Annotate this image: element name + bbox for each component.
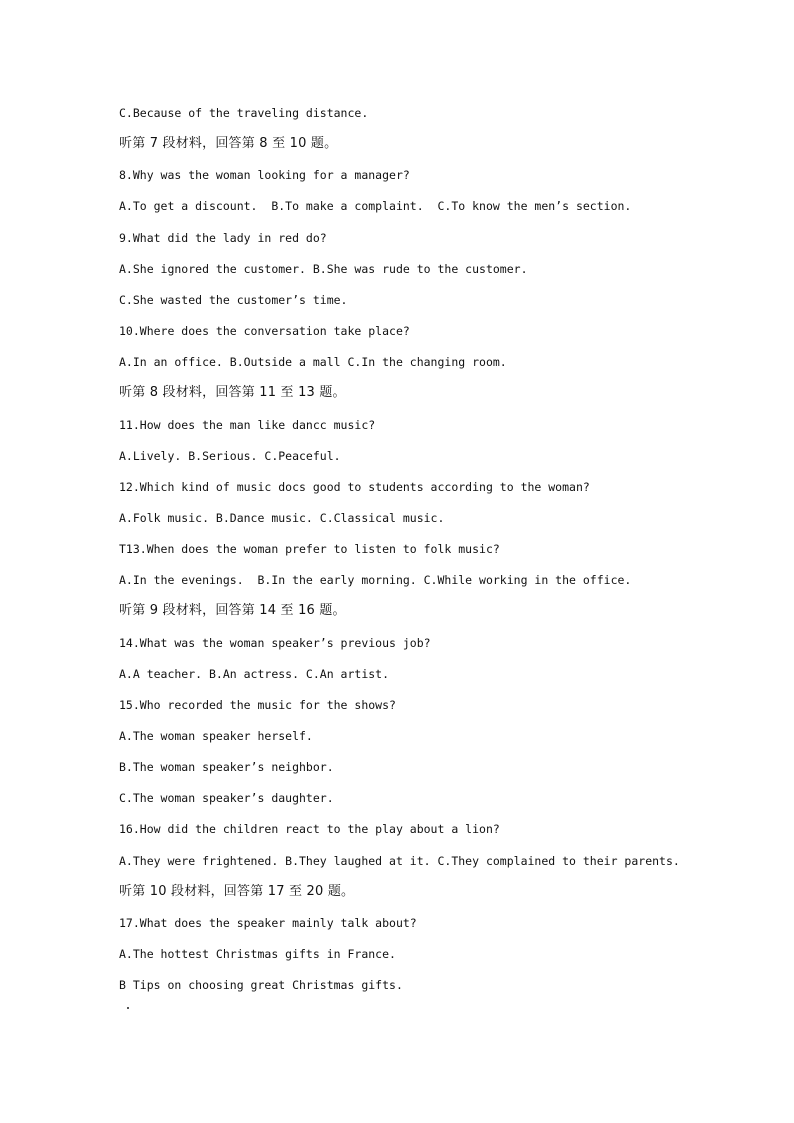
answer-options: C.The woman speaker’s daughter. <box>119 791 334 805</box>
answer-options: A.The hottest Christmas gifts in France. <box>119 947 396 961</box>
question-text: 17.What does the speaker mainly talk about? <box>119 916 417 930</box>
question-text: 15.Who recorded the music for the shows? <box>119 698 396 712</box>
answer-options: C.Because of the traveling distance. <box>119 106 369 120</box>
section-heading: 听第 9 段材料，回答第 14 至 16 题。 <box>119 603 346 618</box>
answer-options: A.She ignored the customer. B.She was rude to the customer. <box>119 262 528 276</box>
question-text: 8.Why was the woman looking for a manager? <box>119 168 410 182</box>
section-heading: 听第 8 段材料，回答第 11 至 13 题。 <box>119 385 346 400</box>
question-text: 14.What was the woman speaker’s previous job? <box>119 636 431 650</box>
answer-options: A.Folk music. B.Dance music. C.Classical music. <box>119 511 445 525</box>
answer-options: A.Lively. B.Serious. C.Peaceful. <box>119 449 341 463</box>
answer-options: A.To get a discount. B.To make a complaint. C.To know the men’s section. <box>119 199 632 213</box>
answer-options: A.The woman speaker herself. <box>119 729 313 743</box>
question-text: 11.How does the man like dancc music? <box>119 418 376 432</box>
section-heading: 听第 10 段材料，回答第 17 至 20 题。 <box>119 884 355 899</box>
question-text: 16.How did the children react to the play about a lion? <box>119 822 500 836</box>
answer-options: C.She wasted the customer’s time. <box>119 293 348 307</box>
answer-options: A.They were frightened. B.They laughed at it. C.They complained to their parents. <box>119 854 680 868</box>
answer-options: B Tips on choosing great Christmas gifts. <box>119 978 403 992</box>
answer-options: A.In an office. B.Outside a mall C.In the changing room. <box>119 355 507 369</box>
question-text: T13.When does the woman prefer to listen to folk music? <box>119 542 500 556</box>
answer-options: A.A teacher. B.An actress. C.An artist. <box>119 667 390 681</box>
answer-options: A.In the evenings. B.In the early morning. C.While working in the office. <box>119 573 632 587</box>
answer-options: B.The woman speaker’s neighbor. <box>119 760 334 774</box>
question-text: 10.Where does the conversation take place? <box>119 324 410 338</box>
question-text: 12.Which kind of music docs good to students according to the woman? <box>119 480 590 494</box>
section-heading: 听第 7 段材料，回答第 8 至 10 题。 <box>119 136 338 151</box>
question-text: 9.What did the lady in red do? <box>119 231 327 245</box>
stray-mark <box>127 1007 129 1009</box>
